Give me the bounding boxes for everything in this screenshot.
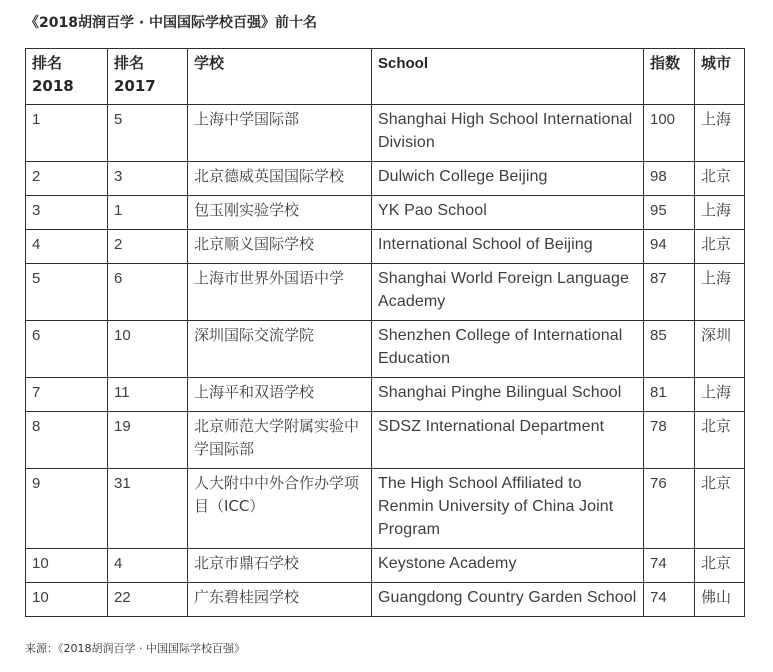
cell-rank-2017: 10: [108, 321, 188, 378]
cell-school-en: Shanghai Pinghe Bilingual School: [372, 378, 644, 412]
cell-city: 佛山: [695, 583, 745, 617]
table-row: [26, 105, 745, 162]
cell-school-en: The High School Affiliated to Renmin University of China Joint Program: [372, 469, 644, 549]
ranking-table: [25, 48, 745, 617]
cell-city: 上海: [695, 196, 745, 230]
cell-index: 95: [644, 196, 695, 230]
table-row: [26, 549, 745, 583]
cell-rank-2017: 19: [108, 412, 188, 469]
cell-rank-2018: 1: [26, 105, 108, 162]
header-index: 指数: [644, 49, 695, 105]
cell-city: 北京: [695, 549, 745, 583]
cell-rank-2017: 1: [108, 196, 188, 230]
table-row: [26, 583, 745, 617]
cell-index: 74: [644, 549, 695, 583]
cell-school-cn: 包玉刚实验学校: [188, 196, 372, 230]
cell-index: 87: [644, 264, 695, 321]
cell-rank-2018: 8: [26, 412, 108, 469]
header-rank-2018: 排名 2018: [26, 49, 108, 105]
table-row: [26, 196, 745, 230]
table-row: [26, 378, 745, 412]
cell-rank-2017: 22: [108, 583, 188, 617]
table-row: [26, 230, 745, 264]
cell-index: 98: [644, 162, 695, 196]
cell-index: 78: [644, 412, 695, 469]
cell-city: 北京: [695, 230, 745, 264]
cell-rank-2018: 2: [26, 162, 108, 196]
source-note: 来源：《2018胡润百学 · 中国国际学校百强》: [25, 642, 245, 655]
table-row: [26, 469, 745, 549]
cell-city: 北京: [695, 469, 745, 549]
cell-school-en: International School of Beijing: [372, 230, 644, 264]
cell-school-cn: 上海中学国际部: [188, 105, 372, 162]
table-header-row: [26, 49, 745, 105]
cell-city: 深圳: [695, 321, 745, 378]
cell-school-cn: 人大附中中外合作办学项目（ICC）: [188, 469, 372, 549]
cell-index: 94: [644, 230, 695, 264]
table-row: [26, 321, 745, 378]
cell-index: 81: [644, 378, 695, 412]
cell-rank-2017: 6: [108, 264, 188, 321]
cell-school-cn: 上海市世界外国语中学: [188, 264, 372, 321]
cell-school-en: Shenzhen College of International Education: [372, 321, 644, 378]
cell-school-en: SDSZ International Department: [372, 412, 644, 469]
cell-school-en: Shanghai World Foreign Language Academy: [372, 264, 644, 321]
cell-city: 北京: [695, 412, 745, 469]
header-city: 城市: [695, 49, 745, 105]
cell-rank-2018: 10: [26, 583, 108, 617]
cell-index: 74: [644, 583, 695, 617]
cell-rank-2017: 4: [108, 549, 188, 583]
cell-school-en: Keystone Academy: [372, 549, 644, 583]
cell-rank-2018: 7: [26, 378, 108, 412]
table-body: [26, 105, 745, 617]
table-row: [26, 162, 745, 196]
cell-city: 上海: [695, 264, 745, 321]
table-row: [26, 412, 745, 469]
cell-school-en: YK Pao School: [372, 196, 644, 230]
cell-city: 北京: [695, 162, 745, 196]
cell-school-cn: 广东碧桂园学校: [188, 583, 372, 617]
cell-school-cn: 北京顺义国际学校: [188, 230, 372, 264]
cell-city: 上海: [695, 105, 745, 162]
cell-rank-2017: 2: [108, 230, 188, 264]
cell-rank-2018: 9: [26, 469, 108, 549]
cell-school-cn: 深圳国际交流学院: [188, 321, 372, 378]
table-row: [26, 264, 745, 321]
cell-school-en: Guangdong Country Garden School: [372, 583, 644, 617]
cell-rank-2018: 5: [26, 264, 108, 321]
cell-city: 上海: [695, 378, 745, 412]
cell-rank-2017: 31: [108, 469, 188, 549]
cell-rank-2018: 10: [26, 549, 108, 583]
cell-school-cn: 北京市鼎石学校: [188, 549, 372, 583]
cell-rank-2018: 6: [26, 321, 108, 378]
header-school-en: School: [372, 49, 644, 105]
header-rank-2017: 排名 2017: [108, 49, 188, 105]
cell-school-cn: 上海平和双语学校: [188, 378, 372, 412]
cell-school-cn: 北京德威英国国际学校: [188, 162, 372, 196]
cell-index: 85: [644, 321, 695, 378]
page-title: 《2018胡润百学 · 中国国际学校百强》前十名: [25, 15, 318, 31]
cell-rank-2017: 3: [108, 162, 188, 196]
header-school-cn: 学校: [188, 49, 372, 105]
cell-school-en: Dulwich College Beijing: [372, 162, 644, 196]
cell-index: 76: [644, 469, 695, 549]
cell-rank-2018: 3: [26, 196, 108, 230]
cell-index: 100: [644, 105, 695, 162]
cell-rank-2017: 11: [108, 378, 188, 412]
cell-school-en: Shanghai High School International Division: [372, 105, 644, 162]
cell-rank-2017: 5: [108, 105, 188, 162]
cell-rank-2018: 4: [26, 230, 108, 264]
cell-school-cn: 北京师范大学附属实验中学国际部: [188, 412, 372, 469]
